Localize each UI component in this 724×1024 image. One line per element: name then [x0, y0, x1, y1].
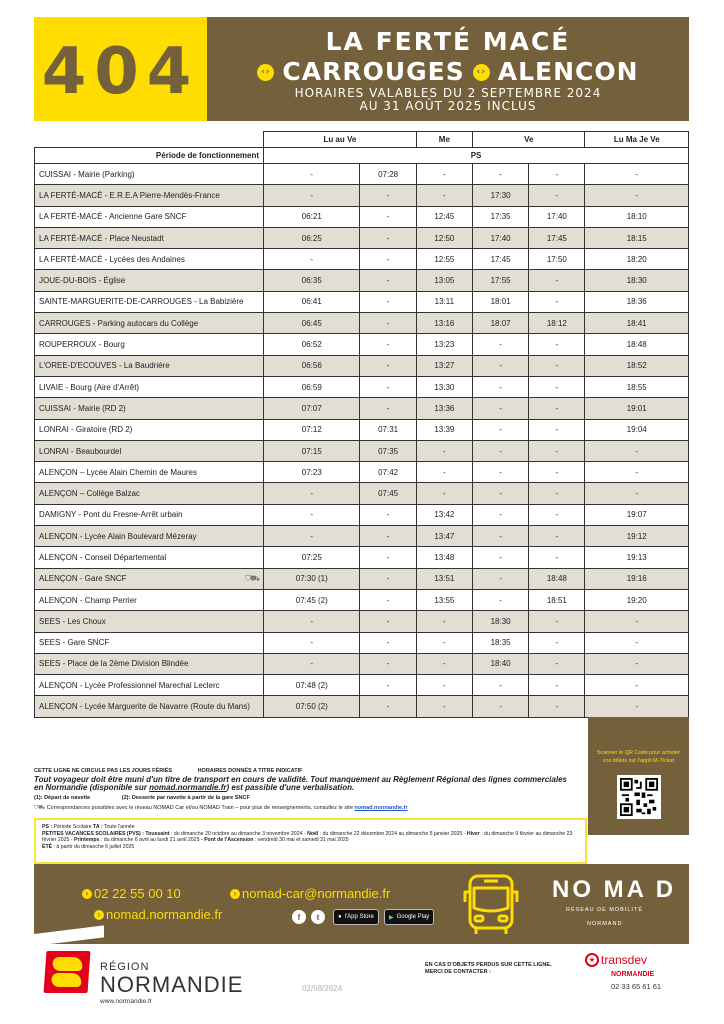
- time-cell: -: [472, 696, 528, 717]
- time-cell: -: [529, 419, 585, 440]
- time-cell: 06:35: [264, 270, 360, 291]
- time-cell: 07:28: [360, 164, 416, 185]
- time-cell: -: [264, 611, 360, 632]
- lost-items-note: EN CAS D'OBJETS PERDUS SUR CETTE LIGNE, MERCI DE CONTACTER :: [425, 962, 552, 975]
- time-cell: -: [360, 568, 416, 589]
- stop-name: ALENÇON - Conseil Départemental: [35, 547, 264, 568]
- time-cell: 18:48: [529, 568, 585, 589]
- time-cell: 19:20: [585, 589, 689, 610]
- time-cell: -: [585, 632, 689, 653]
- stop-name: LA FERTÉ-MACÉ - Ancienne Gare SNCF: [35, 206, 264, 227]
- time-cell: 06:52: [264, 334, 360, 355]
- time-cell: -: [529, 526, 585, 547]
- table-row: [35, 568, 689, 589]
- transdev-logo: ★ transdev: [585, 953, 647, 967]
- time-cell: -: [529, 504, 585, 525]
- notes: [34, 768, 574, 812]
- time-cell: 06:45: [264, 313, 360, 334]
- stop-name: LONRAI - Giratoire (RD 2): [35, 419, 264, 440]
- time-cell: 18:15: [585, 227, 689, 248]
- time-cell: -: [360, 675, 416, 696]
- validity-line-2: AU 31 AOÛT 2025 INCLUS: [359, 99, 537, 113]
- transdev-phone: 02 33 65 61 61: [611, 982, 662, 991]
- time-cell: -: [416, 483, 472, 504]
- time-cell: -: [472, 547, 528, 568]
- time-cell: -: [472, 483, 528, 504]
- region-label: RÉGION: [100, 961, 150, 973]
- time-cell: 06:59: [264, 376, 360, 397]
- transdev-star-icon: ★: [585, 953, 599, 967]
- qr-code[interactable]: [617, 775, 661, 819]
- play-icon: ▶: [389, 914, 394, 921]
- day-header-row: [35, 132, 689, 148]
- time-cell: 17:55: [472, 270, 528, 291]
- twitter-icon[interactable]: t: [311, 910, 325, 924]
- route-stops: [257, 57, 638, 87]
- time-cell: 13:16: [416, 313, 472, 334]
- time-cell: 17:35: [472, 206, 528, 227]
- time-cell: -: [360, 696, 416, 717]
- phone-contact[interactable]: [82, 886, 181, 901]
- time-cell: 07:07: [264, 398, 360, 419]
- separator-icon: ‹›: [257, 64, 274, 81]
- time-cell: 13:47: [416, 526, 472, 547]
- time-cell: -: [529, 440, 585, 461]
- route-origin: LA FERTÉ MACÉ: [325, 27, 571, 56]
- day-header-ve: Ve: [472, 132, 585, 148]
- time-cell: -: [360, 227, 416, 248]
- time-cell: -: [264, 249, 360, 270]
- time-cell: 17:50: [529, 249, 585, 270]
- time-cell: 07:31: [360, 419, 416, 440]
- time-cell: 18:55: [585, 376, 689, 397]
- time-cell: 07:48 (2): [264, 675, 360, 696]
- time-cell: 07:45 (2): [264, 589, 360, 610]
- bus-train-connection-icon: ⛉⛟: [244, 573, 260, 583]
- time-cell: -: [360, 355, 416, 376]
- stop-name: ALENÇON - Lycée Professionnel Marechal Leclerc: [35, 675, 264, 696]
- stop-name: LA FERTÉ-MACÉ - Place Neustadt: [35, 227, 264, 248]
- time-cell: 17:30: [472, 185, 528, 206]
- time-cell: 06:21: [264, 206, 360, 227]
- stop-name: CUISSAI - Mairie (Parking): [35, 164, 264, 185]
- table-row: [35, 504, 689, 525]
- time-cell: 18:01: [472, 291, 528, 312]
- stop-name: LONRAI - Beaubourdel: [35, 440, 264, 461]
- google-play-badge[interactable]: ▶ Google Play: [384, 909, 434, 925]
- publication-date: 02/08/2024: [302, 984, 343, 993]
- contact-footer: [34, 864, 689, 944]
- period-row: [35, 148, 689, 164]
- time-cell: 19:07: [585, 504, 689, 525]
- time-cell: 13:51: [416, 568, 472, 589]
- table-row: [35, 632, 689, 653]
- stop-name: SEES - Place de la 2ème Division Blindée: [35, 653, 264, 674]
- stop-name: DAMIGNY - Pont du Fresne-Arrêt urbain: [35, 504, 264, 525]
- time-cell: 18:52: [585, 355, 689, 376]
- facebook-icon[interactable]: f: [292, 910, 306, 924]
- table-row: [35, 675, 689, 696]
- stop-name: SAINTE-MARGUERITE-DE-CARROUGES - La Babizière: [35, 291, 264, 312]
- time-cell: 07:12: [264, 419, 360, 440]
- stop-name: ALENÇON – Lycée Alain Chemin de Maures: [35, 462, 264, 483]
- time-cell: -: [264, 504, 360, 525]
- time-cell: 13:48: [416, 547, 472, 568]
- ticket-warning: Tout voyageur doit être muni d'un titre de transport en cours de validité. Tout manquement au Règlement Régional des lignes commerciales en Normandie (disponible sur nomad.normandie.fr) est passible d'une verbalisation.: [34, 775, 567, 792]
- table-row: [35, 291, 689, 312]
- bus-train-connection-icon: ⛉⛟: [34, 805, 46, 811]
- time-cell: 07:25: [264, 547, 360, 568]
- route-via: CARROUGES: [282, 57, 465, 86]
- day-header-lu-ve: Lu au Ve: [264, 132, 417, 148]
- time-cell: 18:30: [585, 270, 689, 291]
- time-cell: -: [360, 249, 416, 270]
- email-contact[interactable]: [230, 886, 390, 901]
- time-cell: 13:11: [416, 291, 472, 312]
- day-header-me: Me: [416, 132, 472, 148]
- time-cell: 12:45: [416, 206, 472, 227]
- time-cell: -: [472, 462, 528, 483]
- time-cell: -: [472, 504, 528, 525]
- time-cell: -: [529, 355, 585, 376]
- table-row: [35, 313, 689, 334]
- period-value: PS: [264, 148, 689, 164]
- time-cell: -: [529, 185, 585, 206]
- time-cell: -: [472, 675, 528, 696]
- time-cell: -: [360, 185, 416, 206]
- time-cell: -: [472, 589, 528, 610]
- time-cell: 07:35: [360, 440, 416, 461]
- table-row: [35, 483, 689, 504]
- time-cell: 18:48: [585, 334, 689, 355]
- validity-line-1: HORAIRES VALABLES DU 2 SEPTEMBRE 2024: [294, 86, 602, 100]
- nomad-tagline: RÉSEAU DE MOBILITÉ: [566, 907, 643, 913]
- stop-name: ROUPERROUX - Bourg: [35, 334, 264, 355]
- time-cell: -: [585, 185, 689, 206]
- time-cell: 18:12: [529, 313, 585, 334]
- stop-name: LA FERTÉ-MACÉ - E.R.E.A Pierre-Mendès-France: [35, 185, 264, 206]
- time-cell: -: [264, 185, 360, 206]
- time-cell: -: [529, 164, 585, 185]
- separator-icon: ‹›: [473, 64, 490, 81]
- time-cell: 13:23: [416, 334, 472, 355]
- route-number: 404: [41, 35, 200, 109]
- time-cell: 17:40: [472, 227, 528, 248]
- stop-name: ALENÇON - Gare SNCF ⛉⛟: [35, 568, 264, 589]
- arrow-icon: ›: [94, 910, 104, 920]
- table-row: [35, 696, 689, 717]
- time-cell: -: [585, 440, 689, 461]
- stop-name: LIVAIE - Bourg (Aire d'Arrêt): [35, 376, 264, 397]
- time-cell: -: [585, 696, 689, 717]
- time-cell: -: [585, 653, 689, 674]
- time-cell: 13:27: [416, 355, 472, 376]
- connections-note: ⛉⛟ Correspondances possibles avec le réseau NOMAD Car et/ou NOMAD Train – pour plus de renseignements, consultez le site nomad.normandie.fr: [34, 805, 408, 811]
- time-cell: -: [416, 696, 472, 717]
- time-cell: -: [360, 611, 416, 632]
- stop-name: SEES - Les Choux: [35, 611, 264, 632]
- table-row: [35, 249, 689, 270]
- nomad-logo: NO MA D: [552, 876, 677, 903]
- time-cell: -: [360, 270, 416, 291]
- time-cell: -: [529, 632, 585, 653]
- time-cell: -: [416, 611, 472, 632]
- time-cell: -: [529, 611, 585, 632]
- stop-name: SEES - Gare SNCF: [35, 632, 264, 653]
- table-row: [35, 206, 689, 227]
- table-row: [35, 611, 689, 632]
- table-row: [35, 440, 689, 461]
- region-website[interactable]: www.normandie.fr: [100, 998, 153, 1005]
- day-header-lu-ma-je-ve: Lu Ma Je Ve: [585, 132, 689, 148]
- website-contact[interactable]: [94, 907, 222, 922]
- stop-name: L'OREE-D'ECOUVES - La Baudriére: [35, 355, 264, 376]
- table-row: [35, 398, 689, 419]
- time-cell: -: [416, 164, 472, 185]
- time-cell: 19:01: [585, 398, 689, 419]
- time-cell: -: [360, 632, 416, 653]
- time-cell: -: [472, 334, 528, 355]
- time-cell: 18:20: [585, 249, 689, 270]
- time-cell: 18:41: [585, 313, 689, 334]
- time-cell: -: [360, 291, 416, 312]
- time-cell: 07:30 (1): [264, 568, 360, 589]
- table-row: [35, 547, 689, 568]
- time-cell: -: [529, 291, 585, 312]
- transdev-region: NORMANDIE: [611, 971, 655, 978]
- qr-code-icon: [620, 778, 658, 816]
- stop-name: JOUE-DU-BOIS - Église: [35, 270, 264, 291]
- stop-name: CUISSAI - Mairie (RD 2): [35, 398, 264, 419]
- time-cell: -: [360, 206, 416, 227]
- regulation-link[interactable]: nomad.normandie.fr: [149, 783, 227, 792]
- time-cell: -: [416, 653, 472, 674]
- time-cell: 18:30: [472, 611, 528, 632]
- time-cell: -: [416, 675, 472, 696]
- stop-name: LA FERTÉ-MACÉ - Lycées des Andaines: [35, 249, 264, 270]
- time-cell: -: [472, 419, 528, 440]
- time-cell: 17:40: [529, 206, 585, 227]
- time-cell: -: [585, 483, 689, 504]
- time-cell: 07:15: [264, 440, 360, 461]
- blank-cell: [35, 132, 264, 148]
- time-cell: 12:55: [416, 249, 472, 270]
- time-cell: -: [529, 547, 585, 568]
- table-row: [35, 376, 689, 397]
- time-cell: -: [416, 462, 472, 483]
- footnote-2: (2): Desserte par navette à partir de la gare SNCF: [121, 795, 250, 801]
- timetable-body: [35, 164, 689, 718]
- table-row: [35, 526, 689, 547]
- bus-icon: [462, 872, 520, 938]
- table-row: [35, 589, 689, 610]
- route-title-box: [207, 17, 689, 121]
- time-cell: -: [264, 526, 360, 547]
- time-cell: -: [472, 355, 528, 376]
- time-cell: -: [529, 696, 585, 717]
- route-header: [34, 17, 689, 121]
- email-address: nomad-car@normandie.fr: [242, 886, 391, 901]
- time-cell: 19:04: [585, 419, 689, 440]
- time-cell: 07:23: [264, 462, 360, 483]
- time-cell: 06:41: [264, 291, 360, 312]
- website-url: nomad.normandie.fr: [106, 907, 223, 922]
- stop-name: ALENÇON - Lycée Marguerite de Navarre (Route du Mans): [35, 696, 264, 717]
- time-cell: -: [472, 526, 528, 547]
- stop-name: ALENÇON - Lycée Alain Boulevard Mézeray: [35, 526, 264, 547]
- time-cell: 18:35: [472, 632, 528, 653]
- time-cell: -: [360, 398, 416, 419]
- school-periods-box: PS : Période Scolaire TA : Toute l'année PETITES VACANCES SCOLAIRES (PVS) : Toussaint : du dimanche 20 octobre au dimanche 3 novembre 2024 - Noël : du dimanche 22 décembre 2024 au dimanche 5 janvier 2025 - Hiver : du dimanche 9 février au dimanche 23 février 2025 - Printemps : du dimanche 6 avril au lundi 21 avril 2025 - Pont de l'Ascension : vendredi 30 mai et samedi 31 mai 2025 ÉTÉ : à partir du dimanche 6 juillet 2025: [34, 818, 587, 864]
- time-cell: -: [360, 547, 416, 568]
- time-cell: 19:12: [585, 526, 689, 547]
- route-destination: ALENCON: [497, 57, 639, 86]
- time-cell: -: [360, 334, 416, 355]
- time-cell: 06:25: [264, 227, 360, 248]
- time-cell: -: [585, 675, 689, 696]
- time-cell: 06:56: [264, 355, 360, 376]
- table-row: [35, 334, 689, 355]
- time-cell: -: [264, 653, 360, 674]
- time-cell: -: [585, 611, 689, 632]
- time-cell: -: [529, 653, 585, 674]
- time-cell: -: [264, 483, 360, 504]
- qr-instructions: Scanner le QR Code pour acheter vos billets sur l'appli M-Ticket: [596, 750, 681, 764]
- normandie-flag-icon: [44, 951, 91, 993]
- time-cell: -: [585, 164, 689, 185]
- region-name: NORMANDIE: [100, 972, 244, 997]
- lion-icon: [52, 957, 83, 971]
- time-cell: -: [360, 504, 416, 525]
- footnote-1: (1): Départ de navette: [34, 795, 91, 801]
- table-row: [35, 355, 689, 376]
- time-cell: 19:13: [585, 547, 689, 568]
- time-cell: 07:45: [360, 483, 416, 504]
- time-cell: -: [472, 398, 528, 419]
- time-cell: -: [529, 376, 585, 397]
- time-cell: -: [585, 462, 689, 483]
- table-row: [35, 462, 689, 483]
- table-row: [35, 419, 689, 440]
- stop-name: ALENÇON – Collège Balzac: [35, 483, 264, 504]
- time-cell: 13:30: [416, 376, 472, 397]
- time-cell: -: [529, 483, 585, 504]
- time-cell: 18:40: [472, 653, 528, 674]
- time-cell: -: [529, 270, 585, 291]
- time-cell: 17:45: [472, 249, 528, 270]
- time-cell: 18:07: [472, 313, 528, 334]
- lion-icon: [51, 973, 82, 987]
- arrow-icon: ›: [230, 889, 240, 899]
- time-cell: 13:39: [416, 419, 472, 440]
- table-row: [35, 185, 689, 206]
- time-cell: 13:36: [416, 398, 472, 419]
- time-cell: -: [264, 164, 360, 185]
- stop-name: CARROUGES - Parking autocars du Collège: [35, 313, 264, 334]
- time-cell: -: [360, 313, 416, 334]
- no-holidays-note: CETTE LIGNE NE CIRCULE PAS LES JOURS FÉRIÉS: [34, 768, 173, 774]
- time-cell: 13:42: [416, 504, 472, 525]
- qr-panel: [588, 717, 689, 835]
- time-cell: 07:42: [360, 462, 416, 483]
- time-cell: -: [360, 589, 416, 610]
- time-cell: -: [472, 440, 528, 461]
- time-cell: -: [416, 440, 472, 461]
- time-cell: 07:50 (2): [264, 696, 360, 717]
- time-cell: -: [360, 376, 416, 397]
- indicative-note: HORAIRES DONNÉS A TITRE INDICATIF: [197, 768, 303, 774]
- time-cell: -: [416, 632, 472, 653]
- time-cell: 18:51: [529, 589, 585, 610]
- time-cell: -: [360, 653, 416, 674]
- time-cell: 12:50: [416, 227, 472, 248]
- time-cell: -: [529, 334, 585, 355]
- phone-number: 02 22 55 00 10: [94, 886, 181, 901]
- time-cell: -: [529, 675, 585, 696]
- time-cell: -: [416, 185, 472, 206]
- route-number-box: [34, 17, 207, 121]
- time-cell: -: [529, 462, 585, 483]
- time-cell: -: [472, 376, 528, 397]
- table-row: [35, 164, 689, 185]
- time-cell: -: [264, 632, 360, 653]
- time-cell: 13:05: [416, 270, 472, 291]
- time-cell: 18:36: [585, 291, 689, 312]
- apple-icon: ●: [338, 914, 342, 920]
- timetable: [34, 131, 689, 718]
- time-cell: 18:10: [585, 206, 689, 227]
- time-cell: -: [529, 398, 585, 419]
- period-label: Période de fonctionnement: [35, 148, 264, 164]
- app-store-badge[interactable]: ● l'App Store: [333, 909, 379, 925]
- nomad-tagline-normand: NORMAND: [587, 921, 623, 927]
- time-cell: -: [472, 164, 528, 185]
- time-cell: 13:55: [416, 589, 472, 610]
- table-row: [35, 227, 689, 248]
- arrow-icon: ›: [82, 889, 92, 899]
- stop-name: ALENÇON - Champ Perrier: [35, 589, 264, 610]
- time-cell: -: [472, 568, 528, 589]
- time-cell: 17:45: [529, 227, 585, 248]
- table-row: [35, 270, 689, 291]
- nomad-website-link[interactable]: nomad.normandie.fr: [354, 805, 408, 811]
- time-cell: -: [360, 526, 416, 547]
- time-cell: 19:16: [585, 568, 689, 589]
- table-row: [35, 653, 689, 674]
